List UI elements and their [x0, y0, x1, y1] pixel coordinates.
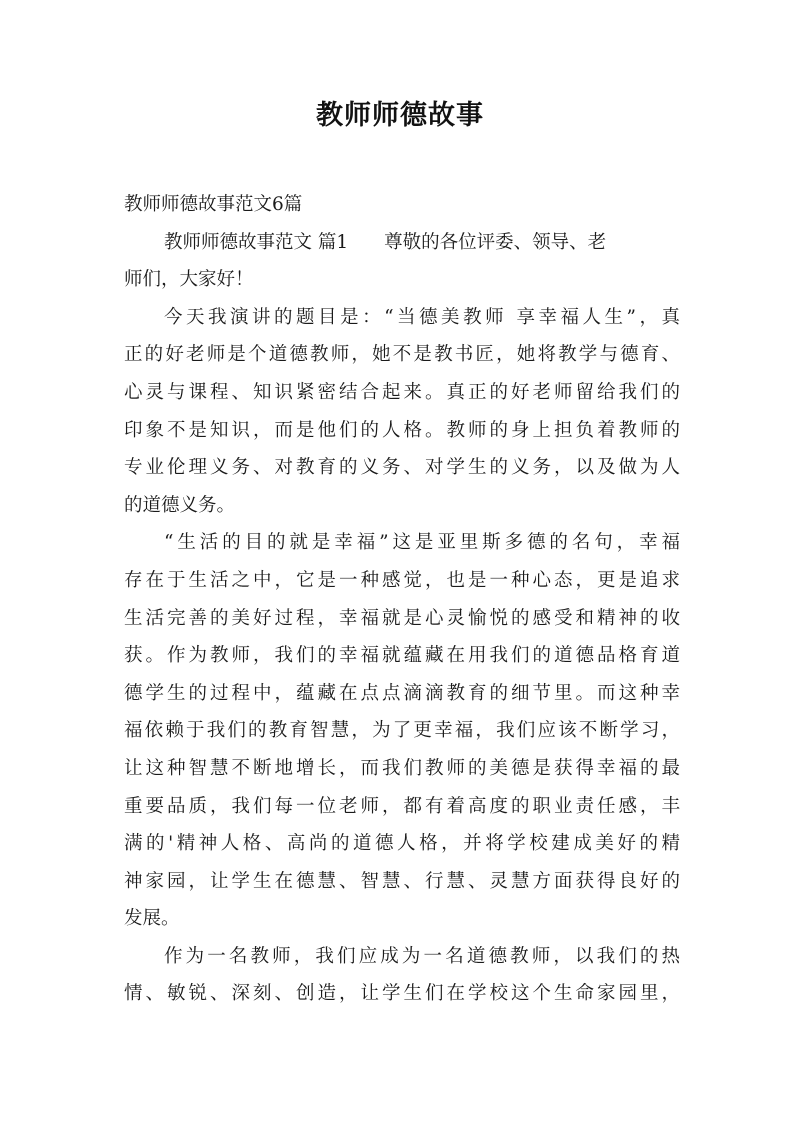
body-line: 让这种智慧不断地增长，而我们教师的美德是获得幸福的最 — [124, 757, 680, 779]
body-line: 福依赖于我们的教育智慧，为了更幸福，我们应该不断学习， — [124, 720, 680, 742]
body-line: 生活完善的美好过程，幸福就是心灵愉悦的感受和精神的收 — [124, 607, 680, 629]
body-line: 重要品质，我们每一位老师，都有着高度的职业责任感，丰 — [124, 795, 680, 817]
body-line: 正的好老师是个道德教师，她不是教书匠，她将教学与德育、 — [124, 344, 680, 366]
body-line: 专业伦理义务、对教育的义务、对学生的义务，以及做为人 — [124, 457, 680, 479]
body-line: 神家园，让学生在德慧、智慧、行慧、灵慧方面获得良好的 — [124, 870, 680, 892]
body-line: “生活的目的就是幸福”这是亚里斯多德的名句，幸福 — [164, 532, 680, 554]
body-line: 的道德义务。 — [124, 494, 236, 516]
document-body — [124, 186, 680, 1013]
body-line: 发展。 — [124, 908, 180, 930]
body-line: 情、敏锐、深刻、创造，让学生们在学校这个生命家园里， — [124, 983, 680, 1005]
body-line: 作为一名教师，我们应成为一名道德教师，以我们的热 — [164, 945, 680, 967]
section-opening: 尊敬的各位评委、领导、老 — [384, 231, 607, 253]
body-line: 心灵与课程、知识紧密结合起来。真正的好老师留给我们的 — [124, 381, 680, 403]
body-line: 师们，大家好！ — [124, 269, 254, 291]
section-first-line — [124, 224, 680, 262]
body-line: 今天我演讲的题目是：“当德美教师 享幸福人生”，真 — [164, 306, 680, 328]
body-line: 德学生的过程中，蕴藏在点点滴滴教育的细节里。而这种幸 — [124, 682, 680, 704]
body-line: 存在于生活之中，它是一种感觉，也是一种心态，更是追求 — [124, 569, 680, 591]
body-line: 获。作为教师，我们的幸福就蕴藏在用我们的道德品格育道 — [124, 645, 680, 667]
body-line: 印象不是知识，而是他们的人格。教师的身上担负着教师的 — [124, 419, 680, 441]
body-line: 满的'精神人格、高尚的道德人格，并将学校建成美好的精 — [124, 833, 680, 855]
section-heading: 教师师德故事范文 篇1 — [164, 231, 349, 253]
document-subtitle: 教师师德故事范文6篇 — [124, 194, 303, 215]
document-title: 教师师德故事 — [316, 100, 484, 131]
